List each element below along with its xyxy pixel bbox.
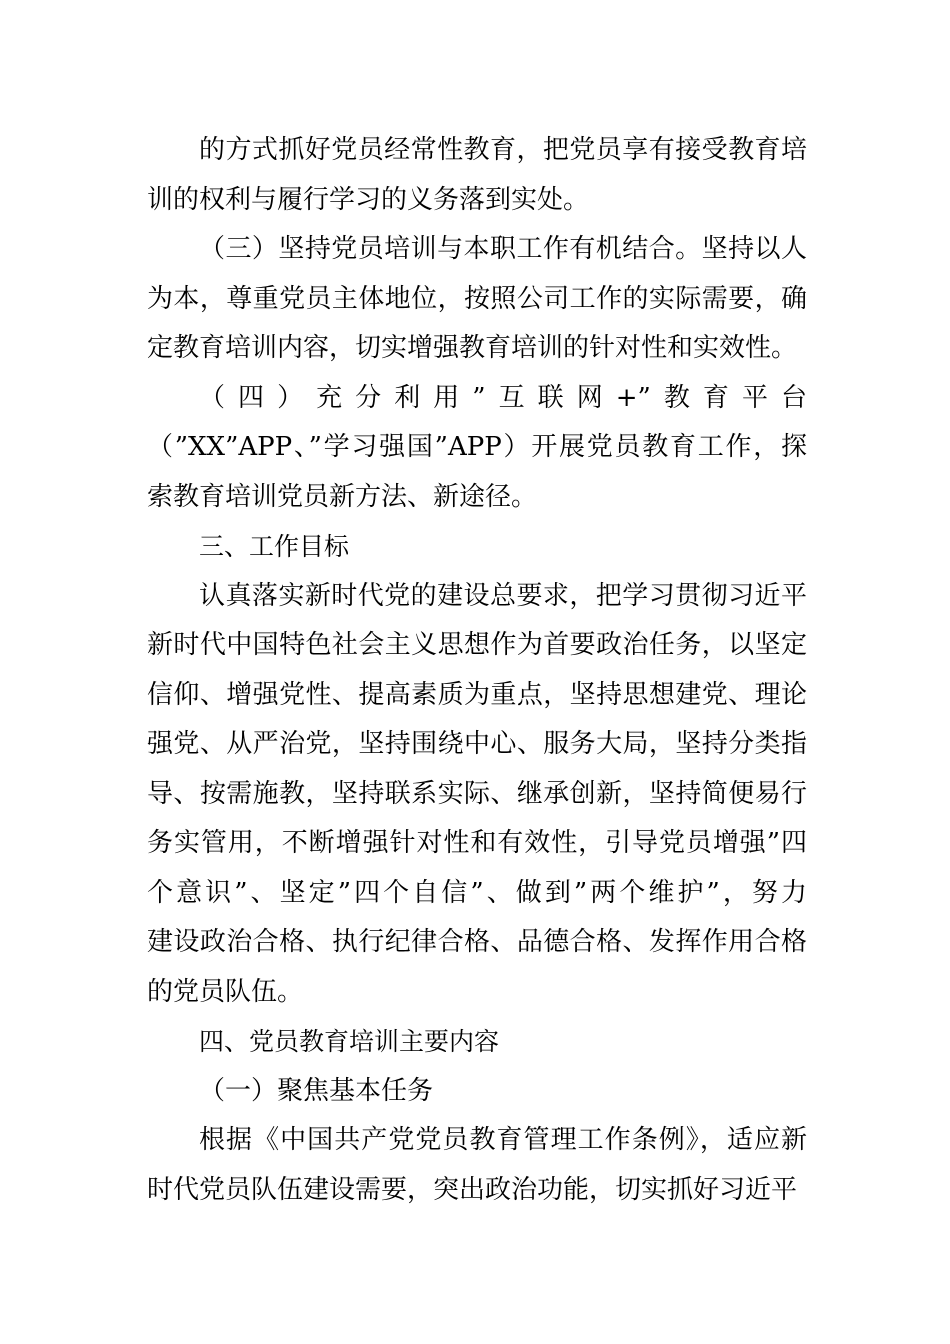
paragraph-line: 认真落实新时代党的建设总要求，把学习贯彻习近平 (199, 580, 807, 611)
paragraph-line: （三）坚持党员培训与本职工作有机结合。坚持以人 (199, 234, 807, 264)
document-body (147, 126, 807, 1215)
paragraph-line: 索教育培训党员新方法、新途径。 (147, 481, 538, 512)
paragraph-line: 个意识”、坚定”四个自信”、做到”两个维护”，努力 (147, 877, 807, 908)
paragraph-line: 务实管用，不断增强针对性和有效性，引导党员增强”四 (147, 828, 807, 858)
paragraph-line: 新时代中国特色社会主义思想作为首要政治任务，以坚定 (147, 630, 807, 660)
paragraph-line: 信仰、增强党性、提高素质为重点，坚持思想建党、理论 (147, 679, 807, 710)
section-heading: 四、党员教育培训主要内容 (199, 1027, 500, 1056)
paragraph-line: 建设政治合格、执行纪律合格、品德合格、发挥作用合格 (147, 927, 807, 957)
paragraph-line: 导、按需施教，坚持联系实际、继承创新，坚持简便易行 (147, 778, 807, 809)
paragraph-line: 的党员队伍。 (147, 976, 304, 1007)
paragraph-line: 训的权利与履行学习的义务落到实处。 (147, 184, 590, 215)
paragraph-line: 根据《中国共产党党员教育管理工作条例》，适应新 (199, 1125, 807, 1155)
paragraph-line: 强党、从严治党，坚持围绕中心、服务大局，坚持分类指 (147, 729, 807, 759)
subsection-heading: （一）聚焦基本任务 (199, 1075, 434, 1106)
section-heading: 三、工作目标 (199, 532, 350, 561)
paragraph-line: （四）充分利用”互联网+”教育平台 (199, 382, 807, 413)
paragraph-line: 时代党员队伍建设需要，突出政治功能，切实抓好习近平 (147, 1174, 798, 1205)
paragraph-line: 定教育培训内容，切实增强教育培训的针对性和实效性。 (147, 333, 798, 363)
paragraph-line: （”XX”APP、”学习强国”APP）开展党员教育工作，探 (147, 432, 807, 462)
paragraph-line: 为本，尊重党员主体地位，按照公司工作的实际需要，确 (147, 283, 807, 314)
paragraph-line: 的方式抓好党员经常性教育，把党员享有接受教育培 (199, 135, 807, 165)
